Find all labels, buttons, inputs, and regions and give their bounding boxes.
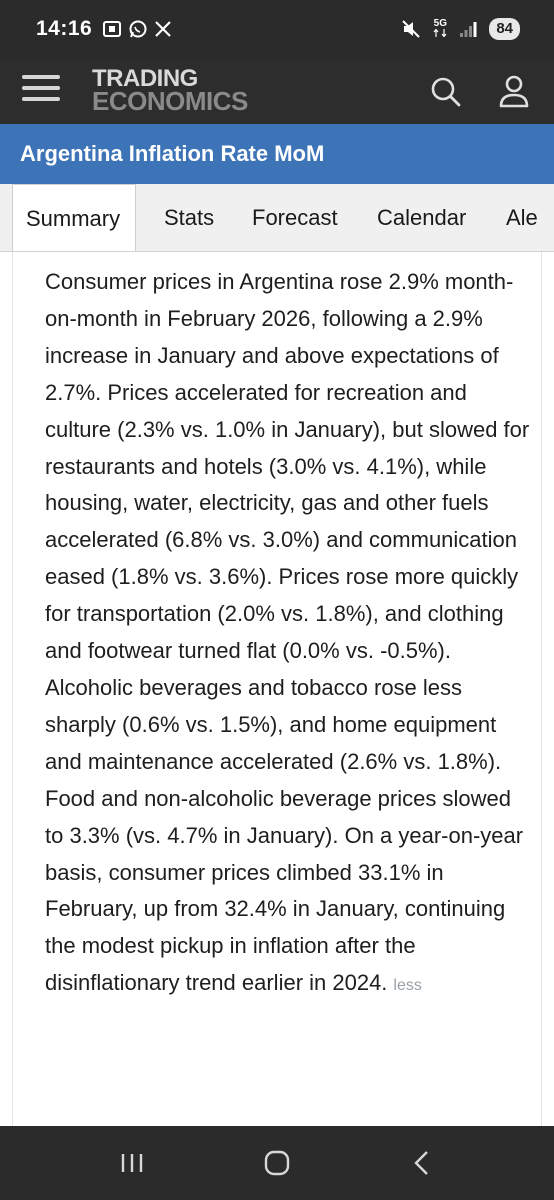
whatsapp-icon bbox=[128, 19, 148, 39]
user-account-icon[interactable] bbox=[496, 72, 532, 110]
recent-apps-icon bbox=[119, 1151, 145, 1175]
battery-indicator: 84 bbox=[489, 18, 520, 40]
tab-forecast[interactable]: Forecast bbox=[252, 205, 338, 230]
logo-line1: TRADING bbox=[92, 65, 198, 92]
trading-economics-logo[interactable] bbox=[92, 65, 248, 116]
home-icon bbox=[263, 1149, 291, 1177]
logo-line2: ECONOMICS bbox=[92, 86, 248, 116]
x-logo-icon bbox=[154, 20, 172, 38]
status-time: 14:16 bbox=[36, 17, 93, 40]
tab-bar bbox=[0, 184, 554, 252]
screenshot-icon bbox=[102, 19, 122, 39]
status-right bbox=[401, 18, 520, 40]
tab-summary[interactable]: Summary bbox=[12, 184, 136, 252]
status-left bbox=[36, 17, 172, 41]
data-arrows-icon bbox=[433, 29, 447, 37]
signal-icon bbox=[459, 20, 477, 38]
network-label: 5G bbox=[433, 17, 447, 29]
summary-text: Consumer prices in Argentina rose 2.9% month-on-month in February 2026, following a 2.9% increase in January and above expectations of 2.7%. Prices accelerated for recreation and culture (2.3% vs. 1.0% in January), but slowed for restaurants and hotels (3.0% vs. 4.1%), while housing, water, electricity, gas and other fuels accelerated (6.8% vs. 3.0%) and communication eased (1.8% vs. 3.6%). Prices rose more quickly for transportation (2.0% vs. 1.8%), and clothing and footwear turned flat (0.0% vs. -0.5%). Alcoholic beverages and tobacco rose less sharply (0.6% vs. 1.5%), and home equipment and maintenance accelerated (2.6% vs. 1.8%). Food and non-alcoholic beverage prices slowed to 3.3% (vs. 4.7% in January). On a year-on-year basis, consumer prices climbed 33.1% in February, up from 32.4% in January, continuing the modest pickup in inflation after the disinflationary trend earlier in 2024. bbox=[45, 269, 530, 996]
notification-icons bbox=[102, 19, 172, 39]
tab-alerts[interactable]: Ale bbox=[506, 205, 538, 230]
app-header bbox=[0, 58, 554, 124]
system-navigation-bar bbox=[0, 1126, 554, 1200]
tab-stats[interactable]: Stats bbox=[164, 205, 215, 230]
back-icon bbox=[412, 1150, 432, 1176]
recent-apps-button[interactable] bbox=[110, 1141, 154, 1185]
mute-icon bbox=[401, 19, 421, 39]
status-bar bbox=[0, 0, 554, 58]
title-bar bbox=[0, 124, 554, 184]
page-title: Argentina Inflation Rate MoM bbox=[20, 141, 325, 166]
summary-panel bbox=[12, 252, 542, 1126]
search-icon[interactable] bbox=[428, 74, 464, 110]
home-button[interactable] bbox=[255, 1141, 299, 1185]
network-type bbox=[433, 19, 447, 40]
hamburger-menu-icon[interactable] bbox=[22, 75, 60, 107]
summary-paragraph bbox=[45, 264, 531, 1005]
tab-calendar[interactable]: Calendar bbox=[377, 205, 467, 230]
less-link[interactable]: less bbox=[393, 977, 422, 995]
back-button[interactable] bbox=[400, 1141, 444, 1185]
